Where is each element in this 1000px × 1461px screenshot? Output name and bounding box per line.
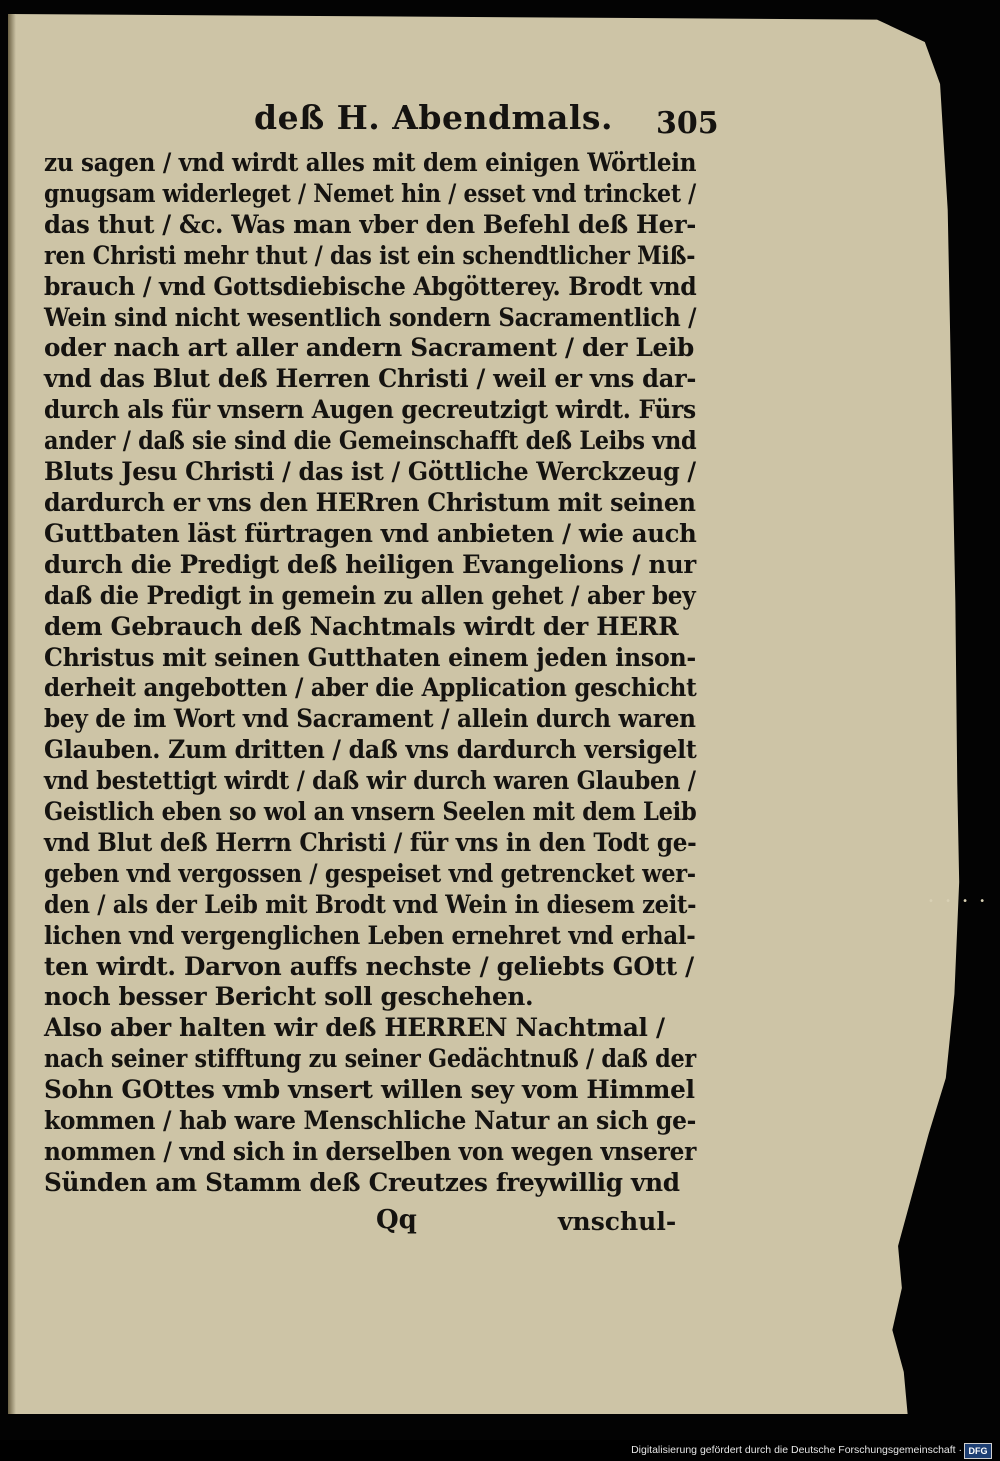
text-line: bey de im Wort vnd Sacrament / allein durch waren bbox=[44, 704, 696, 734]
text-line: Sünden am Stamm deß Creutzes freywillig vnd bbox=[44, 1167, 680, 1197]
dfg-logo-icon: DFG bbox=[964, 1443, 992, 1459]
text-line: nach seiner stifftung zu seiner Gedächtnuß / daß der bbox=[44, 1044, 696, 1074]
text-line: vnd bestettigt wirdt / daß wir durch waren Glauben / bbox=[44, 766, 696, 796]
text-line: lichen vnd vergenglichen Leben ernehret vnd erhal- bbox=[44, 920, 696, 950]
body-text bbox=[44, 148, 704, 1199]
text-line: durch die Predigt deß heiligen Evangelions / nur bbox=[44, 549, 696, 579]
text-line: Wein sind nicht wesentlich sondern Sacramentlich / bbox=[44, 302, 697, 332]
text-line: gnugsam widerleget / Nemet hin / esset vnd trincket / bbox=[44, 178, 696, 208]
text-line: dardurch er vns den HERren Christum mit seinen bbox=[44, 487, 696, 517]
text-line: ten wirdt. Darvon auffs nechste / geliebts GOtt / bbox=[44, 951, 694, 981]
text-line: zu sagen / vnd wirdt alles mit dem einigen Wörtlein bbox=[44, 148, 697, 177]
text-line: durch als für vnsern Augen gecreutzigt wirdt. Fürs bbox=[44, 395, 696, 425]
running-head: deß H. Abendmals. bbox=[254, 98, 613, 137]
text-line: vnd das Blut deß Herren Christi / weil er vns dar- bbox=[44, 364, 697, 394]
page-footer-row bbox=[44, 1199, 704, 1239]
text-line: Also aber halten wir deß HERREN Nachtmal / bbox=[44, 1013, 665, 1043]
text-line: kommen / hab ware Menschliche Natur an sich ge- bbox=[44, 1106, 697, 1136]
signature-mark: Qq bbox=[376, 1204, 417, 1235]
running-head-row bbox=[44, 96, 719, 148]
text-line: ander / daß sie sind die Gemeinschafft deß Leibs vnd bbox=[44, 426, 697, 456]
page-binding-edge bbox=[8, 14, 16, 1414]
text-line: Glauben. Zum dritten / daß vns dardurch versigelt bbox=[44, 735, 697, 765]
dfg-credit-text: Digitalisierung gefördert durch die Deutsche Forschungsgemeinschaft · bbox=[631, 1444, 962, 1456]
text-line: nommen / vnd sich in derselben von wegen vnserer bbox=[44, 1137, 697, 1166]
text-line: Geistlich eben so wol an vnsern Seelen mit dem Leib bbox=[44, 797, 697, 827]
text-line: daß die Predigt in gemein zu allen gehet / aber bey bbox=[44, 580, 696, 610]
text-line: Christus mit seinen Gutthaten einem jeden inson- bbox=[44, 642, 696, 672]
text-line: noch besser Bericht soll geschehen. bbox=[44, 982, 534, 1012]
text-line: Guttbaten läst fürtragen vnd anbieten / wie auch bbox=[44, 518, 697, 548]
credit-bar bbox=[0, 1440, 1000, 1461]
text-line: Sohn GOttes vmb vnsert willen sey vom Himmel bbox=[44, 1075, 695, 1105]
text-line: oder nach art aller andern Sacrament / der Leib bbox=[44, 333, 695, 363]
page-number: 305 bbox=[656, 106, 719, 141]
text-line: den / als der Leib mit Brodt vnd Wein in diesem zeit- bbox=[44, 889, 697, 919]
text-block bbox=[44, 96, 719, 1239]
text-line: brauch / vnd Gottsdiebische Abgötterey. Brodt vnd bbox=[44, 271, 697, 301]
edge-dots-decoration: • • • • bbox=[928, 896, 990, 907]
text-line: geben vnd vergossen / gespeiset vnd getrencket wer- bbox=[44, 858, 696, 888]
text-line: Bluts Jesu Christi / das ist / Göttliche Werckzeug / bbox=[44, 457, 696, 487]
text-line: dem Gebrauch deß Nachtmals wirdt der HERR bbox=[44, 611, 679, 641]
text-line: vnd Blut deß Herrn Christi / für vns in den Todt ge- bbox=[44, 827, 697, 857]
text-line: ren Christi mehr thut / das ist ein schendtlicher Miß- bbox=[44, 240, 696, 270]
text-line: derheit angebotten / aber die Application geschicht bbox=[44, 673, 697, 703]
text-line: das thut / &c. Was man vber den Befehl deß Her- bbox=[44, 209, 697, 239]
catchword: vnschul- bbox=[558, 1206, 677, 1236]
